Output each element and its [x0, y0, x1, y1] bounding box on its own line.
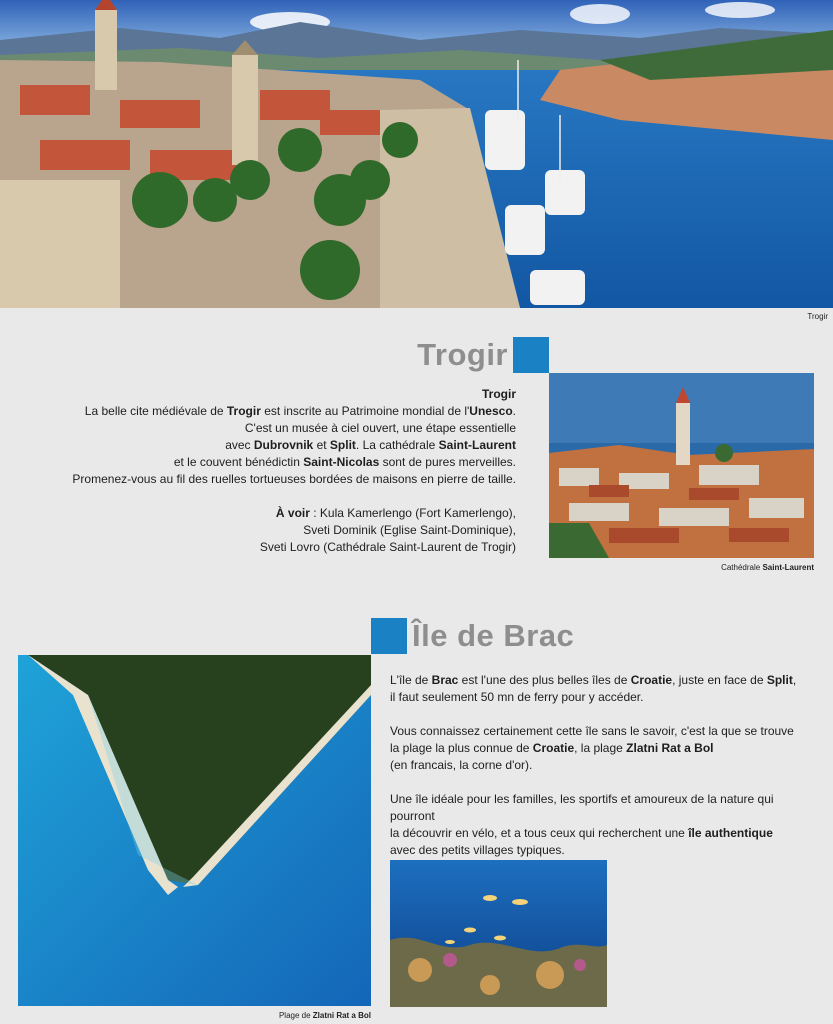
brac-p3-line-2: la découvrir en vélo, et a tous ceux qui recherchent une île authentique [390, 826, 773, 840]
brac-p3-line-3: avec des petits villages typiques. [390, 843, 565, 857]
trogir-line-4: et le couvent bénédictin Saint-Nicolas sont de pures merveilles. [173, 455, 516, 469]
trogir-line-5: Promenez-vous au fil des ruelles tortueuses bordées de maisons en pierre de taille. [72, 472, 516, 486]
a-voir-line-3: Sveti Lovro (Cathédrale Saint-Laurent de Trogir) [259, 540, 516, 554]
brac-p3-line-1: Une île idéale pour les familles, les sportifs et amoureux de la nature qui pourront [390, 792, 774, 823]
trogir-description [46, 386, 516, 556]
brac-title-accent-square [371, 618, 407, 654]
trogir-cathedral-photo [549, 373, 814, 558]
hero-photo-trogir-harbor [0, 0, 833, 308]
brac-p1-line-1: L'île de Brac est l'une des plus belles îles de Croatie, juste en face de Split, [390, 673, 797, 687]
trogir-title-accent-square [513, 337, 549, 373]
trogir-line-2: C'est un musée à ciel ouvert, une étape essentielle [244, 421, 516, 435]
brac-p2-line-3: (en francais, la corne d'or). [390, 758, 533, 772]
trogir-line-3: avec Dubrovnik et Split. La cathédrale Saint-Laurent [225, 438, 516, 452]
zlatni-rat-beach-photo [18, 655, 371, 1006]
brac-p2-line-2: la plage la plus connue de Croatie, la plage Zlatni Rat a Bol [390, 741, 714, 755]
brac-description [390, 672, 820, 859]
underwater-reef-photo [390, 860, 607, 1007]
a-voir-line-1: À voir : Kula Kamerlengo (Fort Kamerlengo), [275, 506, 516, 520]
hero-caption: Trogir [807, 312, 828, 321]
a-voir-line-2: Sveti Dominik (Eglise Saint-Dominique), [303, 523, 516, 537]
trogir-heading: Trogir [481, 387, 516, 401]
brac-p2-line-1: Vous connaissez certainement cette île sans le savoir, c'est la que se trouve [390, 724, 794, 738]
trogir-photo-caption: Cathédrale Saint-Laurent [721, 563, 814, 572]
trogir-section-title: Trogir [417, 337, 508, 372]
brac-p1-line-2: il faut seulement 50 mn de ferry pour y accéder. [390, 690, 644, 704]
brac-section-title: Île de Brac [412, 618, 575, 653]
beach-photo-caption: Plage de Zlatni Rat a Bol [278, 1011, 371, 1020]
trogir-line-1: La belle cite médiévale de Trogir est inscrite au Patrimoine mondial de l'Unesco. [84, 404, 516, 418]
